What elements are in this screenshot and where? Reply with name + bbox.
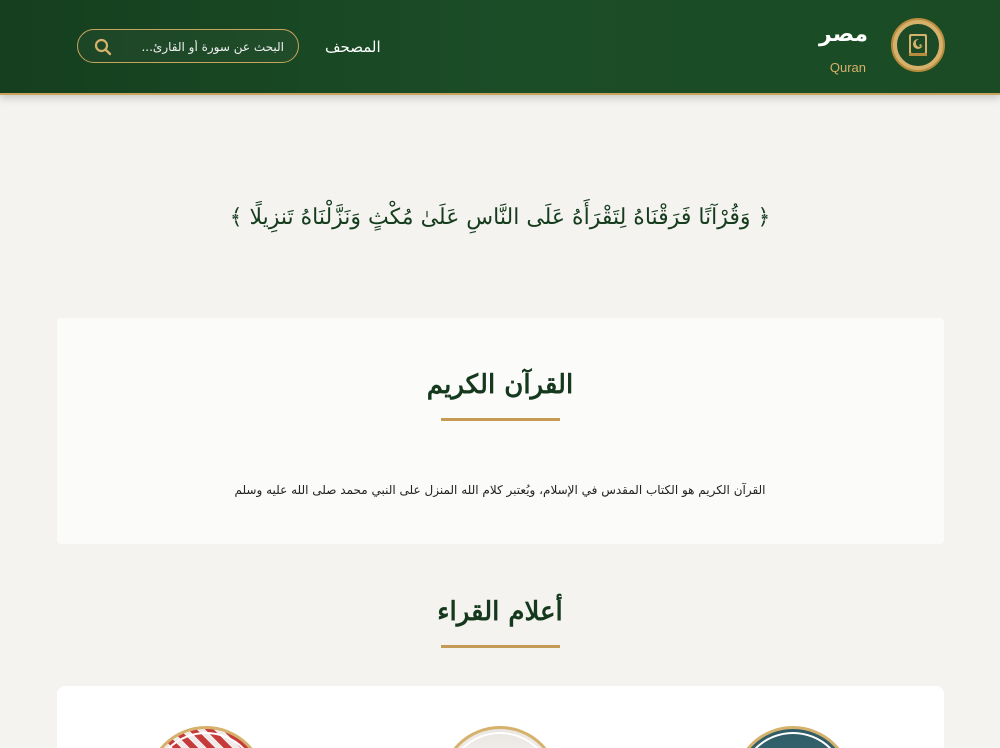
about-title: القرآن الكريم: [426, 370, 574, 400]
search-icon[interactable]: [93, 37, 113, 57]
logo[interactable]: [891, 18, 945, 72]
search-input[interactable]: [124, 37, 284, 57]
about-card: [57, 318, 944, 544]
brand-subtitle: Quran: [829, 60, 866, 75]
quran-verse: ﴿ وَقُرْآنًا فَرَقْنَاهُ لِتَقْرَأَهُ عَلَى النَّاسِ عَلَىٰ مُكْثٍ وَنَزَّلْنَاهُ تَنزِيلًا ﴾: [229, 205, 771, 230]
title-divider: [441, 645, 560, 648]
reciters-title: أعلام القراء: [437, 597, 563, 627]
quran-book-icon: [895, 22, 941, 68]
nav-link-mushaf[interactable]: المصحف: [325, 38, 381, 56]
site-header: [0, 0, 1000, 95]
title-divider: [441, 418, 560, 421]
brand-title: مصر: [819, 22, 868, 47]
about-description: القرآن الكريم هو الكتاب المقدس في الإسلام، ويُعتبر كلام الله المنزل على النبي محمد صلى الله عليه وسلم: [234, 483, 766, 497]
search-box[interactable]: [77, 29, 299, 63]
